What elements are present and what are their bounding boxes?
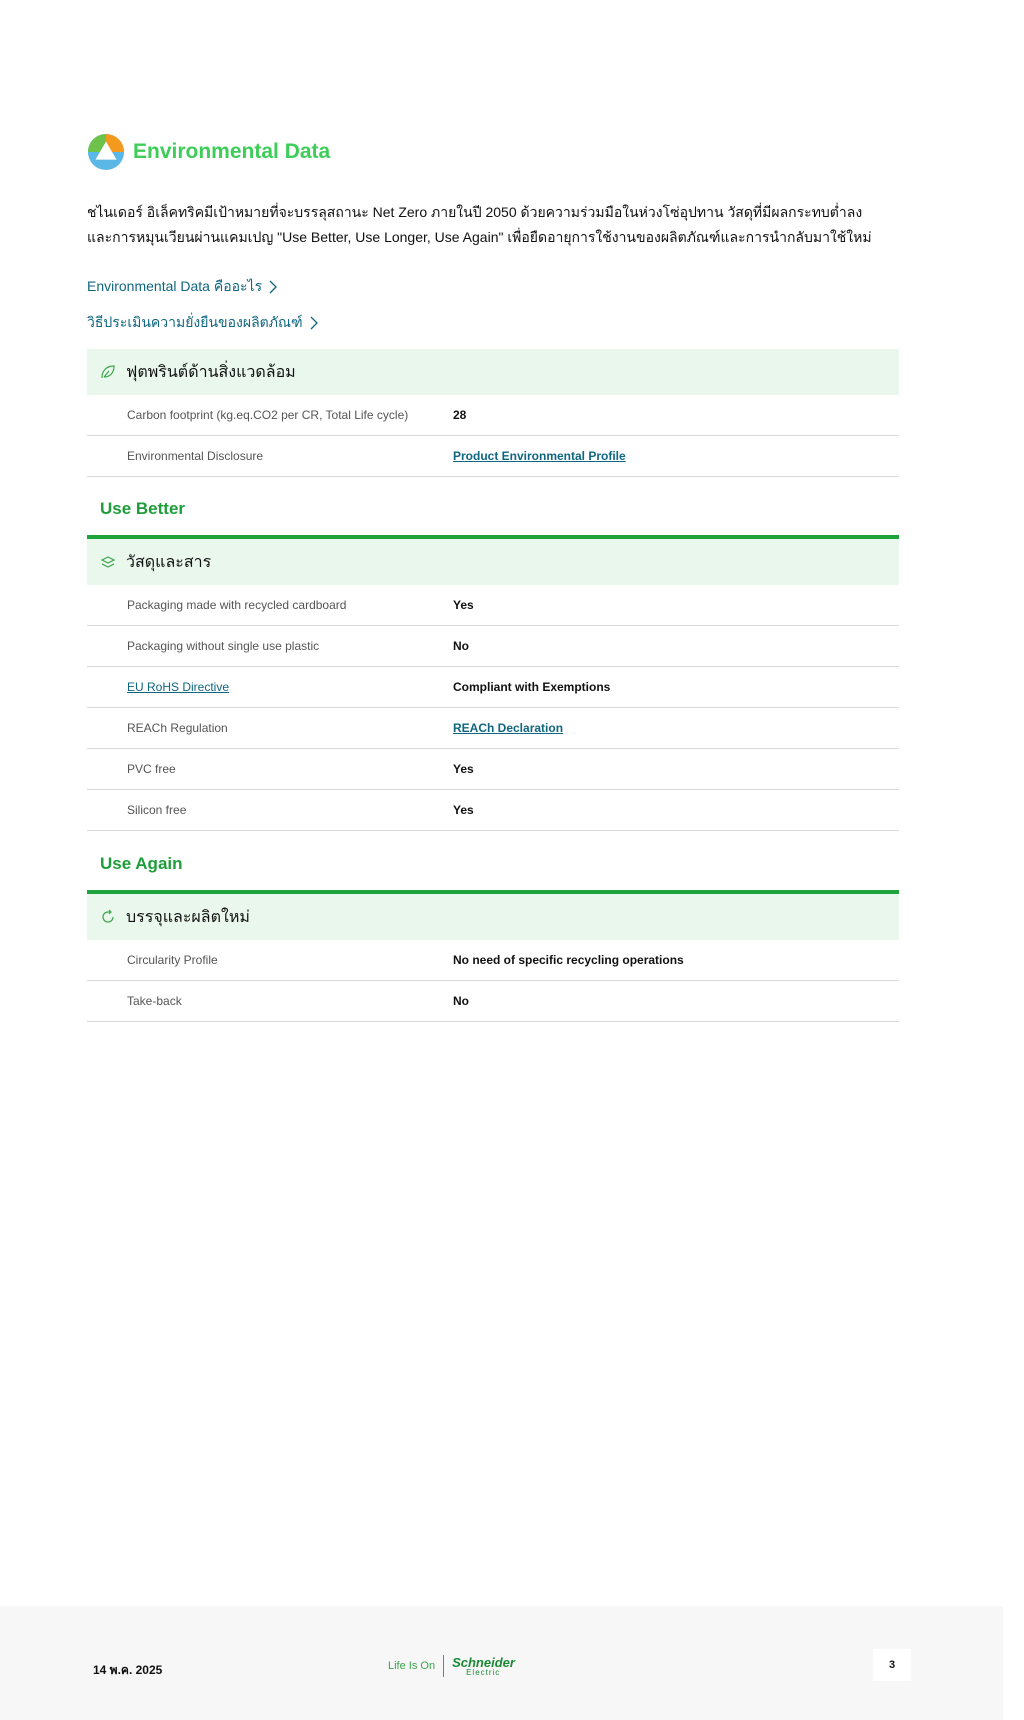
brand-main: Schneider — [452, 1654, 515, 1670]
rohs-link[interactable]: EU RoHS Directive — [127, 680, 230, 694]
row-key: REACh Regulation — [127, 721, 228, 735]
brand-logo — [388, 1655, 515, 1677]
table-row — [87, 395, 899, 436]
row-key: Circularity Profile — [127, 953, 218, 967]
brand-sub: Electric — [466, 1667, 501, 1677]
use-again-title: Use Again — [87, 838, 899, 894]
layers-icon — [100, 554, 116, 570]
refresh-icon — [100, 909, 116, 925]
use-again-section — [87, 838, 899, 1022]
how-to-link[interactable] — [87, 312, 318, 334]
brand-name — [452, 1656, 515, 1677]
how-to-link-label: วิธีประเมินความยั่งยืนของผลิตภัณฑ์ — [87, 314, 303, 330]
row-value: No need of specific recycling operations — [453, 953, 684, 967]
table-row — [87, 708, 899, 749]
pep-link[interactable]: Product Environmental Profile — [453, 449, 626, 463]
page-title: Environmental Data — [133, 140, 331, 163]
use-better-title: Use Better — [87, 483, 899, 539]
table-row — [87, 940, 899, 981]
page-footer — [0, 1606, 1003, 1720]
row-value: Compliant with Exemptions — [453, 680, 611, 694]
row-key: PVC free — [127, 762, 176, 776]
row-key: Packaging made with recycled cardboard — [127, 598, 347, 612]
footer-date: 14 พ.ค. 2025 — [93, 1663, 163, 1677]
row-value: 28 — [453, 408, 467, 422]
table-row — [87, 981, 899, 1022]
intro-line-2: และการหมุนเวียนผ่านแคมเปญ "Use Better, Use Longer, Use Again" เพื่อยืดอายุการใช้งานของผลิตภัณฑ์และการนำกลับมาใช้ใหม่ — [87, 229, 872, 245]
row-value: Yes — [453, 762, 474, 776]
row-key: Carbon footprint (kg.eq.CO2 per CR, Total Life cycle) — [127, 408, 409, 422]
row-key: Environmental Disclosure — [127, 449, 264, 463]
footprint-header — [87, 349, 899, 395]
chevron-right-icon — [268, 280, 277, 294]
recycle-triangle-icon — [87, 133, 125, 171]
materials-header — [87, 539, 899, 585]
chevron-right-icon — [309, 316, 318, 330]
row-value: No — [453, 994, 469, 1008]
what-is-link-label: Environmental Data คืออะไร — [87, 278, 263, 294]
table-row — [87, 749, 899, 790]
reach-link[interactable]: REACh Declaration — [453, 721, 564, 735]
brand-divider — [443, 1655, 444, 1677]
footprint-title: ฟุตพรินต์ด้านสิ่งแวดล้อม — [126, 363, 296, 381]
row-key: Take-back — [127, 994, 182, 1008]
row-value: Yes — [453, 598, 474, 612]
table-row — [87, 585, 899, 626]
page-number: 3 — [873, 1649, 911, 1681]
intro-text — [87, 200, 907, 250]
intro-line-1: ชไนเดอร์ อิเล็คทริคมีเป้าหมายที่จะบรรลุสถานะ Net Zero ภายในปี 2050 ด้วยความร่วมมือในห่วงโซ่อุปทาน วัสดุที่มีผลกระทบต่ำลง — [87, 204, 863, 220]
row-value: No — [453, 639, 469, 653]
row-value: Yes — [453, 803, 474, 817]
leaf-icon — [100, 364, 116, 380]
row-key: Packaging without single use plastic — [127, 639, 320, 653]
table-row — [87, 436, 899, 477]
repack-header — [87, 894, 899, 940]
table-row — [87, 790, 899, 831]
table-row — [87, 667, 899, 708]
what-is-link[interactable] — [87, 276, 277, 298]
repack-title: บรรจุและผลิตใหม่ — [126, 908, 250, 926]
page-header — [87, 133, 330, 171]
row-key: Silicon free — [127, 803, 187, 817]
use-better-section — [87, 483, 899, 831]
tagline: Life Is On — [388, 1660, 436, 1672]
table-row — [87, 626, 899, 667]
materials-title: วัสดุและสาร — [126, 553, 212, 571]
footprint-section — [87, 349, 899, 477]
